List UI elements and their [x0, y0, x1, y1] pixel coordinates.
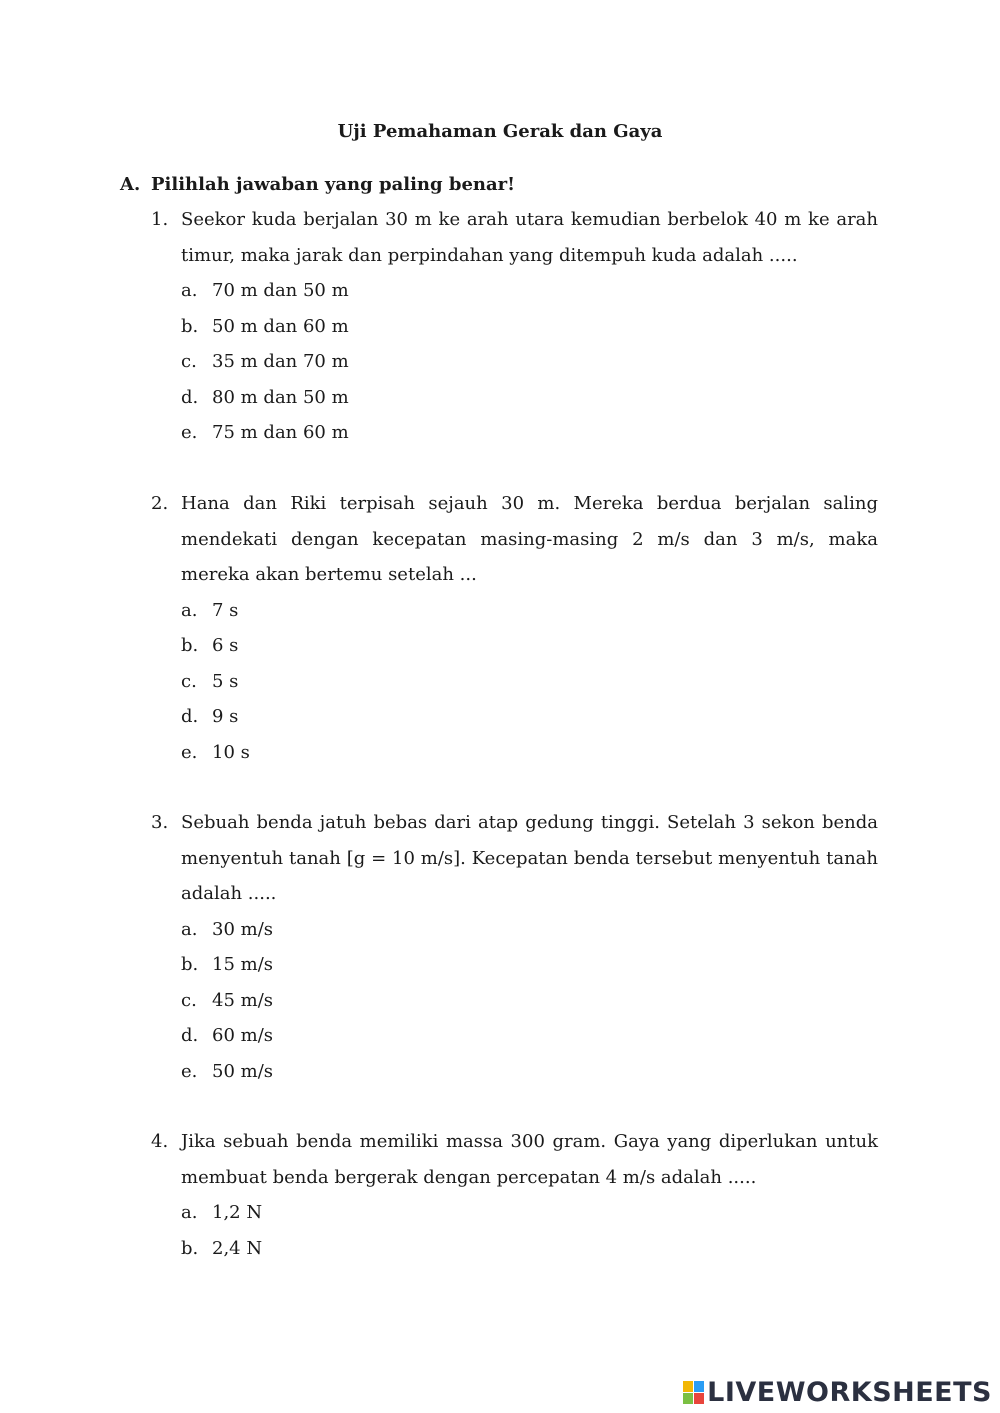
option-letter: b. [181, 1237, 199, 1259]
option-b[interactable] [181, 628, 878, 664]
option-letter: b. [181, 315, 199, 337]
option-letter: b. [181, 635, 199, 656]
option-b[interactable] [181, 947, 878, 983]
brand-name: LIVEWORKSHEETS [707, 1377, 992, 1408]
option-b[interactable] [181, 1231, 878, 1267]
question-number: 1. [151, 209, 169, 230]
question-text: Sebuah benda jatuh bebas dari atap gedung tinggi. Setelah 3 sekon benda menyentuh tanah [g = 10 m/s]. Kecepatan benda tersebut menyentuh tanah adalah ..... [181, 812, 878, 904]
option-text: 50 m dan 60 m [212, 315, 349, 337]
option-a[interactable] [181, 273, 878, 309]
option-e[interactable] [181, 735, 878, 771]
liveworksheets-watermark [683, 1377, 992, 1408]
option-c[interactable] [181, 983, 878, 1019]
option-text: 5 s [212, 670, 239, 692]
option-letter: a. [181, 599, 198, 621]
option-text: 45 m/s [212, 989, 273, 1011]
option-d[interactable] [181, 1018, 878, 1054]
question-text: Hana dan Riki terpisah sejauh 30 m. Mereka berdua berjalan saling mendekati dengan kecepatan masing-masing 2 m/s dan 3 m/s, maka mereka akan bertemu setelah ... [181, 493, 878, 585]
option-letter: c. [181, 670, 197, 692]
logo-tile-e [694, 1393, 704, 1404]
option-letter: a. [181, 918, 198, 940]
option-text: 35 m dan 70 m [212, 351, 349, 372]
option-text: 75 m dan 60 m [212, 422, 349, 443]
option-text: 10 s [212, 741, 250, 763]
question-number: 2. [151, 493, 169, 514]
option-letter: e. [181, 422, 198, 443]
option-letter: c. [181, 989, 197, 1011]
question-text: Seekor kuda berjalan 30 m ke arah utara kemudian berbelok 40 m ke arah timur, maka jarak dan perpindahan yang ditempuh kuda adalah ..... [181, 209, 878, 266]
option-e[interactable] [181, 415, 878, 451]
option-text: 9 s [212, 706, 239, 727]
question-2 [151, 486, 878, 770]
option-e[interactable] [181, 1054, 878, 1090]
question-number: 4. [151, 1131, 169, 1152]
option-letter: d. [181, 706, 199, 727]
option-text: 70 m dan 50 m [212, 280, 349, 301]
liveworksheets-logo-icon [683, 1381, 704, 1404]
option-c[interactable] [181, 344, 878, 380]
option-d[interactable] [181, 380, 878, 416]
option-text: 30 m/s [212, 918, 273, 940]
page-title: Uji Pemahaman Gerak dan Gaya [337, 121, 663, 142]
option-letter: e. [181, 1060, 198, 1082]
section-heading [120, 174, 515, 195]
option-text: 60 m/s [212, 1025, 273, 1046]
question-4 [151, 1124, 878, 1266]
option-text: 6 s [212, 635, 239, 656]
option-a[interactable] [181, 912, 878, 948]
option-b[interactable] [181, 309, 878, 345]
option-text: 50 m/s [212, 1060, 273, 1082]
option-letter: a. [181, 280, 198, 301]
option-d[interactable] [181, 699, 878, 735]
option-letter: e. [181, 741, 198, 763]
option-a[interactable] [181, 1195, 878, 1231]
option-text: 2,4 N [212, 1237, 263, 1259]
question-text: Jika sebuah benda memiliki massa 300 gram. Gaya yang diperlukan untuk membuat benda bergerak dengan percepatan 4 m/s adalah ..... [181, 1131, 878, 1188]
option-c[interactable] [181, 664, 878, 700]
option-letter: a. [181, 1202, 198, 1223]
option-letter: d. [181, 386, 199, 408]
question-1 [151, 202, 878, 451]
logo-tile-i [694, 1381, 704, 1392]
option-text: 7 s [212, 599, 239, 621]
option-a[interactable] [181, 593, 878, 629]
section-letter: A. [120, 174, 141, 195]
section-instruction: Pilihlah jawaban yang paling benar! [151, 174, 516, 195]
option-letter: c. [181, 351, 197, 372]
logo-tile-v [683, 1393, 693, 1404]
logo-tile-l [683, 1381, 693, 1392]
option-letter: b. [181, 954, 199, 975]
option-text: 15 m/s [212, 954, 273, 975]
question-3 [151, 805, 878, 1089]
question-number: 3. [151, 812, 169, 833]
option-letter: d. [181, 1025, 199, 1046]
option-text: 1,2 N [212, 1202, 263, 1223]
option-text: 80 m dan 50 m [212, 386, 349, 408]
